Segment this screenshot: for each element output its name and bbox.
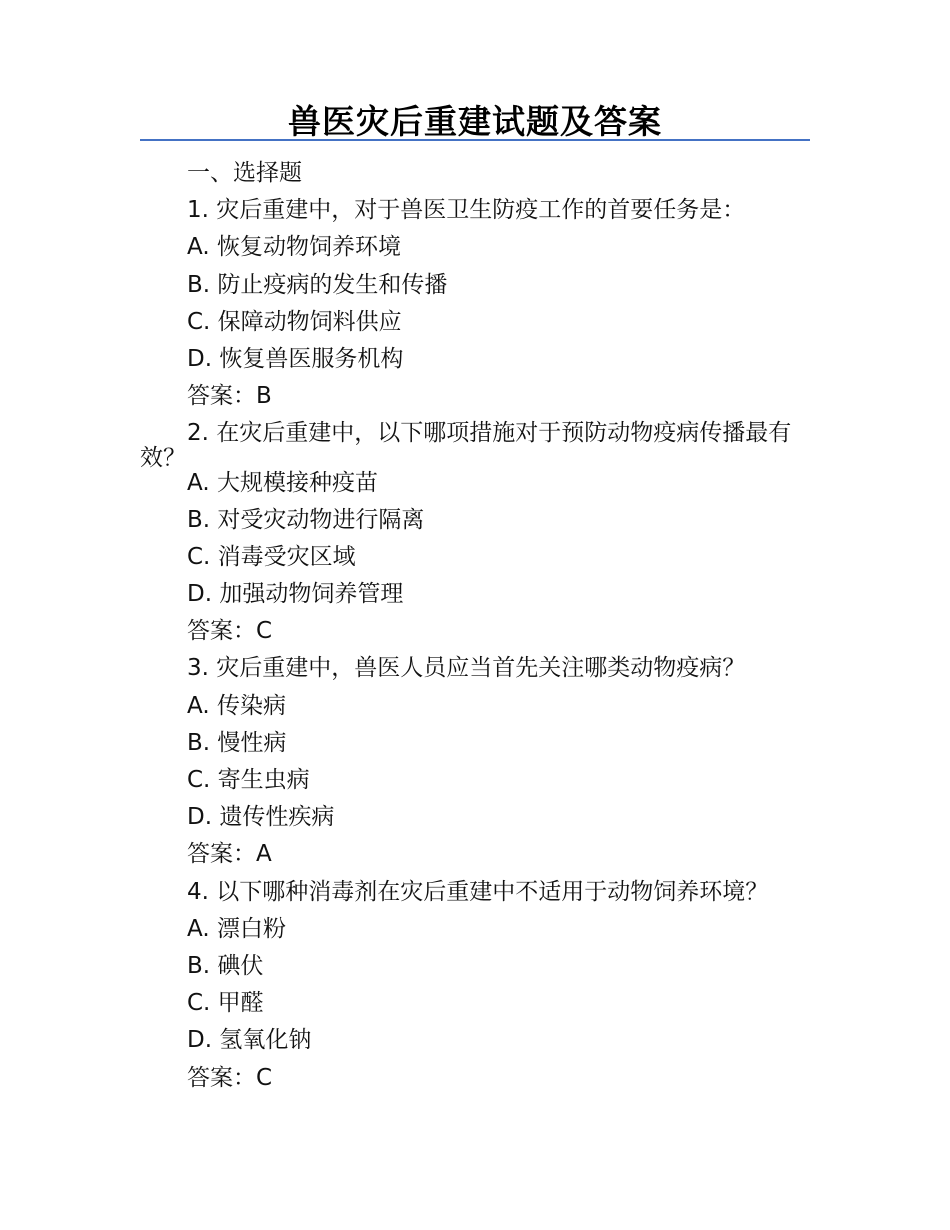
question-3-option-a: A. 传染病 — [187, 692, 286, 719]
title-underline — [140, 139, 810, 141]
question-2-option-b: B. 对受灾动物进行隔离 — [187, 506, 425, 533]
question-1-option-b: B. 防止疫病的发生和传播 — [187, 271, 448, 298]
question-3: 3. 灾后重建中，兽医人员应当首先关注哪类动物疫病？ — [187, 655, 746, 682]
question-3-option-c: C. 寄生虫病 — [187, 767, 310, 793]
question-4-answer: 答案：C — [187, 1064, 273, 1091]
question-3-answer: 答案：A — [187, 841, 272, 868]
question-1-answer: 答案：B — [187, 383, 272, 410]
document-title: 兽医灾后重建试题及答案 — [288, 102, 662, 141]
question-4: 4. 以下哪种消毒剂在灾后重建中不适用于动物饲养环境？ — [187, 878, 769, 905]
question-1-option-a: A. 恢复动物饲养环境 — [187, 234, 401, 261]
question-4-option-c: C. 甲醛 — [187, 990, 264, 1017]
question-2: 2. 在灾后重建中，以下哪项措施对于预防动物疫病传播最有效？ — [140, 420, 792, 472]
section-heading: 一、选择题 — [187, 160, 302, 186]
question-2-option-a: A. 大规模接种疫苗 — [187, 469, 378, 496]
question-3-option-d: D. 遗传性疾病 — [187, 804, 335, 831]
question-4-option-b: B. 碘伏 — [187, 952, 264, 979]
question-3-option-b: B. 慢性病 — [187, 729, 287, 756]
question-1-option-c: C. 保障动物饲料供应 — [187, 308, 402, 335]
question-1-option-d: D. 恢复兽医服务机构 — [187, 345, 404, 372]
question-1: 1. 灾后重建中，对于兽医卫生防疫工作的首要任务是： — [187, 197, 746, 224]
question-4-option-d: D. 氢氧化钠 — [187, 1027, 312, 1054]
question-4-option-a: A. 漂白粉 — [187, 915, 286, 942]
document-body — [140, 155, 810, 1097]
question-2-option-d: D. 加强动物饲养管理 — [187, 581, 404, 608]
question-2-option-c: C. 消毒受灾区域 — [187, 543, 356, 570]
question-2-answer: 答案：C — [187, 618, 273, 645]
